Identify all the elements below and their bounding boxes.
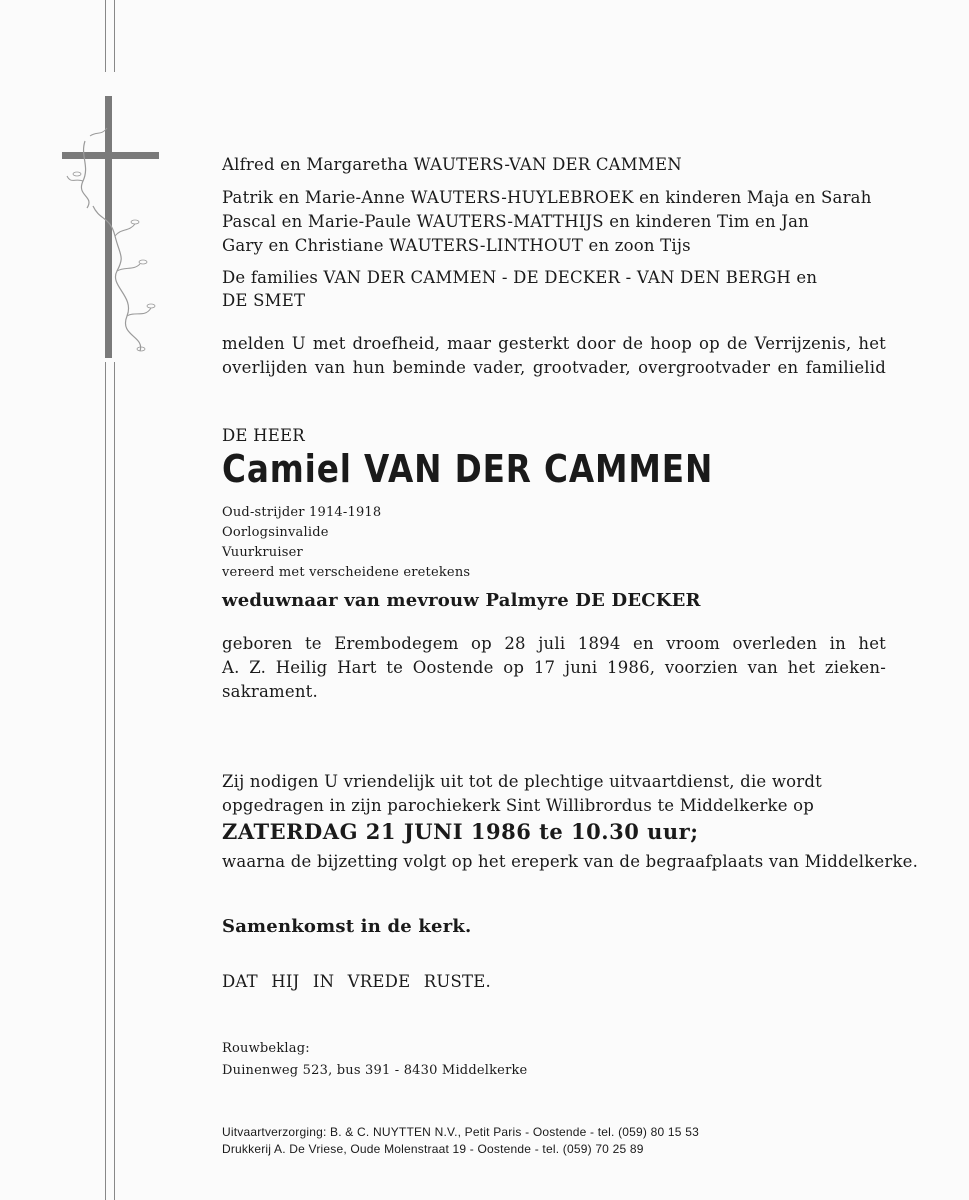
deceased-prefix: DE HEER [222,426,305,445]
family-line-2: Patrik en Marie-Anne WAUTERS-HUYLEBROEK en kinderen Maja en Sarah [222,188,872,207]
service-line-2: opgedragen in zijn parochiekerk Sint Willibrordus te Middelkerke op [222,796,815,815]
condolence-address: Duinenweg 523, bus 391 - 8430 Middelkerke [222,1063,528,1078]
family-line-4: Gary en Christiane WAUTERS-LINTHOUT en zoon Tijs [222,236,691,255]
deceased-title-4: vereerd met verscheidene eretekens [222,565,471,580]
deceased-name: Camiel VAN DER CAMMEN [222,447,714,491]
service-line-1: Zij nodigen U vriendelijk uit tot de plechtige uitvaartdienst, die wordt [222,772,822,791]
vertical-rule-bottom [105,362,115,1200]
cross-with-vines-icon [55,96,170,358]
rest-line: DAT HIJ IN VREDE RUSTE. [222,972,491,991]
footer-line-2: Drukkerij A. De Vriese, Oude Molenstraat 19 - Oostende - tel. (059) 70 25 89 [222,1142,644,1156]
widower-line: weduwnaar van mevrouw Palmyre DE DECKER [222,590,701,611]
deceased-title-1: Oud-strijder 1914-1918 [222,505,382,520]
family-line-5: De families VAN DER CAMMEN - DE DECKER - VAN DEN BERGH en [222,268,818,287]
deceased-title-2: Oorlogsinvalide [222,525,329,540]
birth-death-line-1: geboren te Erembodegem op 28 juli 1894 en vroom overleden in het [222,634,886,653]
footer-line-1: Uitvaartverzorging: B. & C. NUYTTEN N.V., Petit Paris - Oostende - tel. (059) 80 15 53 [222,1125,699,1139]
condolence-label: Rouwbeklag: [222,1041,310,1056]
announcement-line-1: melden U met droefheid, maar gesterkt door de hoop op de Verrijzenis, het [222,334,886,353]
service-date: ZATERDAG 21 JUNI 1986 te 10.30 uur; [222,819,699,844]
deceased-title-3: Vuurkruiser [222,545,303,560]
birth-death-line-2: A. Z. Heilig Hart te Oostende op 17 juni 1986, voorzien van het zieken- [222,658,886,677]
family-line-1: Alfred en Margaretha WAUTERS-VAN DER CAMMEN [222,155,682,174]
family-line-3: Pascal en Marie-Paule WAUTERS-MATTHIJS en kinderen Tim en Jan [222,212,809,231]
service-line-3: waarna de bijzetting volgt op het ereperk van de begraafplaats van Middelkerke. [222,852,919,871]
birth-death-line-3: sakrament. [222,682,318,701]
announcement-line-2: overlijden van hun beminde vader, grootvader, overgrootvader en familielid [222,358,886,377]
vertical-rule-top [105,0,115,72]
family-line-6: DE SMET [222,291,306,310]
gathering-line: Samenkomst in de kerk. [222,916,472,937]
